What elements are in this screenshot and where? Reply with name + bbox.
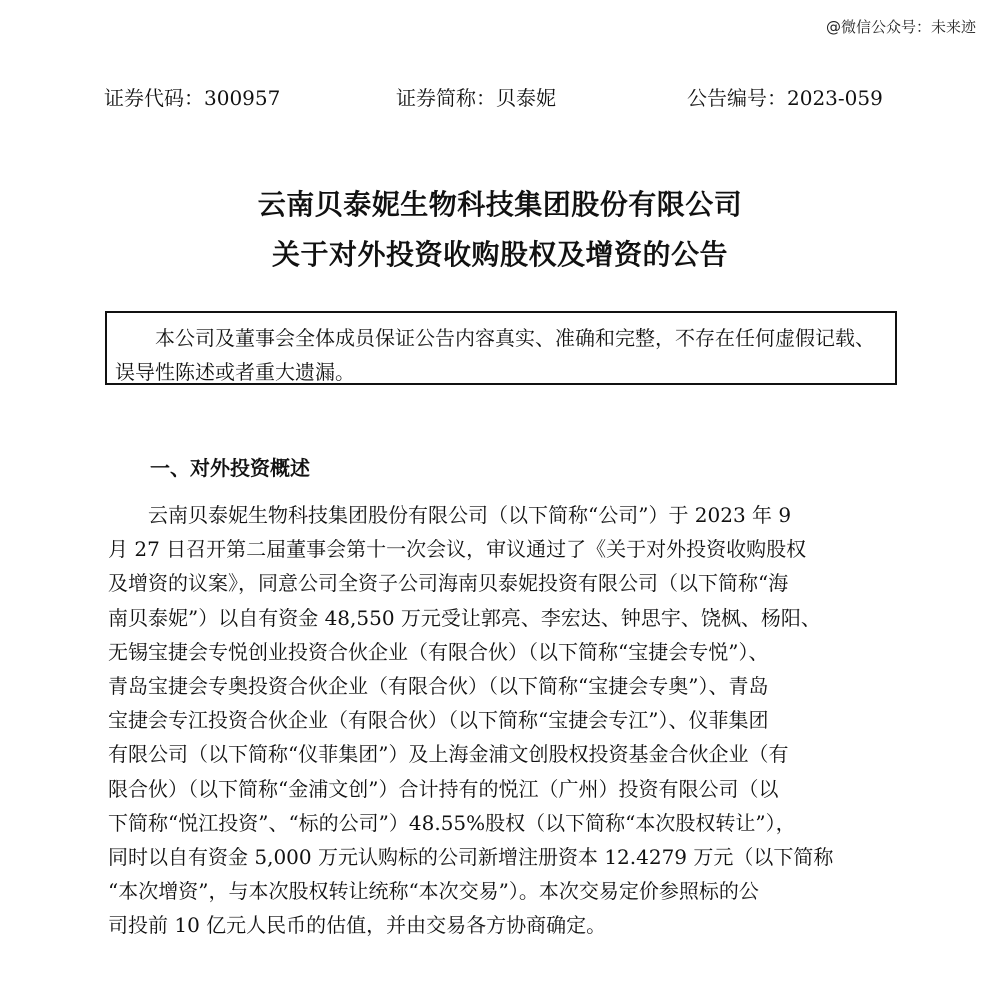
body-line: 云南贝泰妮生物科技集团股份有限公司（以下简称“公司”）于 2023 年 9 [148,503,792,527]
body-line: 司投前 10 亿元人民币的估值，并由交易各方协商确定。 [108,913,607,938]
company-title: 云南贝泰妮生物科技集团股份有限公司 [257,188,743,221]
body-line: 有限公司（以下简称“仪菲集团”）及上海金浦文创股权投资基金合伙企业（有 [108,742,789,767]
body-line: 月 27 日召开第二届董事会第十一次会议，审议通过了《关于对外投资收购股权 [108,537,807,562]
board-guarantee-notice: 本公司及董事会全体成员保证公告内容真实、准确和完整，不存在任何虚假记载、误导性陈述或者重大遗漏。 [105,311,897,385]
body-line: 及增资的议案》，同意公司全资子公司海南贝泰妮投资有限公司（以下简称“海 [108,571,789,596]
body-line: 限合伙）（以下简称“金浦文创”）合计持有的悦江（广州）投资有限公司（以 [108,776,779,801]
body-line: 同时以自有资金 5,000 万元认购标的公司新增注册资本 12.4279 万元（以下简称 [108,844,834,869]
announcement-number: 公告编号：2023-059 [687,86,883,110]
announcement-header [104,82,894,112]
announcement-title: 关于对外投资收购股权及增资的公告 [271,238,728,271]
body-line: 宝捷会专江投资合伙企业（有限合伙）（以下简称“宝捷会专江”）、仪菲集团 [108,708,769,733]
section-body [108,498,898,942]
watermark: @微信公众号：未来迹 [825,18,976,36]
body-line: 南贝泰妮”）以自有资金 48,550 万元受让郭亮、李宏达、钟思宇、饶枫、杨阳、 [108,605,821,630]
body-line: 下简称“悦江投资”、“标的公司”）48.55%股权（以下简称“本次股权转让”）， [108,810,796,835]
body-line: “本次增资”，与本次股权转让统称“本次交易”）。本次交易定价参照标的公 [108,879,759,904]
body-line: 青岛宝捷会专奥投资合伙企业（有限合伙）（以下简称“宝捷会专奥”）、青岛 [108,673,769,698]
securities-code: 证券代码：300957 [104,86,281,110]
body-line: 无锡宝捷会专悦创业投资合伙企业（有限合伙）（以下简称“宝捷会专悦”）、 [108,639,769,664]
section-heading: 一、对外投资概述 [150,456,310,480]
securities-short-name: 证券简称：贝泰妮 [396,86,556,110]
